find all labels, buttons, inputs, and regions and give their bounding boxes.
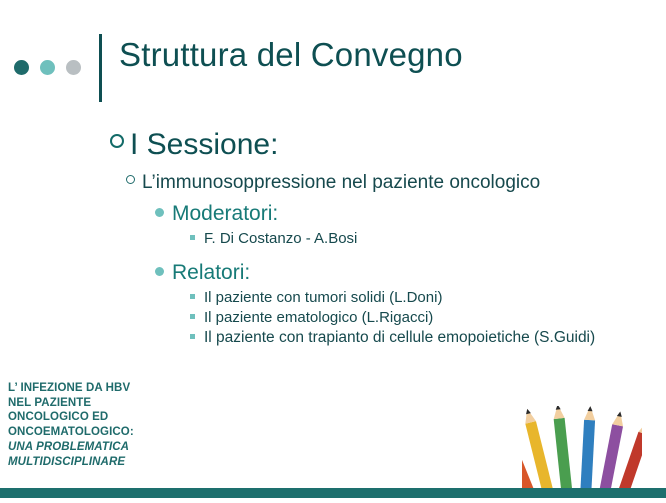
dot-gray-icon [66,60,81,75]
moderators-label: Moderatori: [172,202,279,225]
footnote-line: ONCOEMATOLOGICO: [8,426,134,439]
speakers-label: Relatori: [172,261,251,284]
square-bullet-icon [190,294,195,299]
outline-item-session [110,128,666,162]
header-divider [99,34,102,102]
footnote-line: UNA PROBLEMATICA [8,440,130,453]
list-item [190,289,666,306]
footnote-line: ONCOLOGICO ED [8,411,109,424]
session-label: I Sessione: [130,128,279,161]
slide-content [0,128,666,350]
dot-dark-teal-icon [14,60,29,75]
footnote-line: L’ INFEZIONE DA HBV [8,382,131,394]
square-bullet-icon [190,235,195,240]
footnote-line: NEL PAZIENTE [8,396,92,409]
slide-header [0,38,666,108]
bottom-accent-bar [0,488,666,498]
speaker-topic: Il paziente con tumori solidi (L.Doni) [204,289,443,306]
list-item [190,230,666,247]
dot-bullet-icon [155,208,164,217]
outline-item-session-topic [126,172,666,194]
circle-bullet-icon [110,134,124,148]
speaker-topic: Il paziente ematologico (L.Rigacci) [204,309,434,326]
header-dots [14,60,81,75]
list-item [190,309,666,326]
square-bullet-icon [190,334,195,339]
page-title: Struttura del Convegno [119,36,463,73]
list-item [190,329,666,347]
footnote [8,381,134,469]
dot-bullet-icon [155,267,164,276]
session-topic: L’immunosoppressione nel paziente oncologico [142,172,541,193]
footnote-line: MULTIDISCIPLINARE [8,455,126,468]
outline-item-speakers [155,261,666,285]
circle-bullet-icon [126,175,135,184]
moderator-name: F. Di Costanzo - A.Bosi [204,230,358,247]
square-bullet-icon [190,314,195,319]
colored-pencils-icon [522,406,642,498]
outline-item-moderators [155,202,666,226]
pencils-decoration [522,406,642,498]
dot-teal-icon [40,60,55,75]
speaker-topic: Il paziente con trapianto di cellule emopoietiche (S.Guidi) [204,329,596,346]
